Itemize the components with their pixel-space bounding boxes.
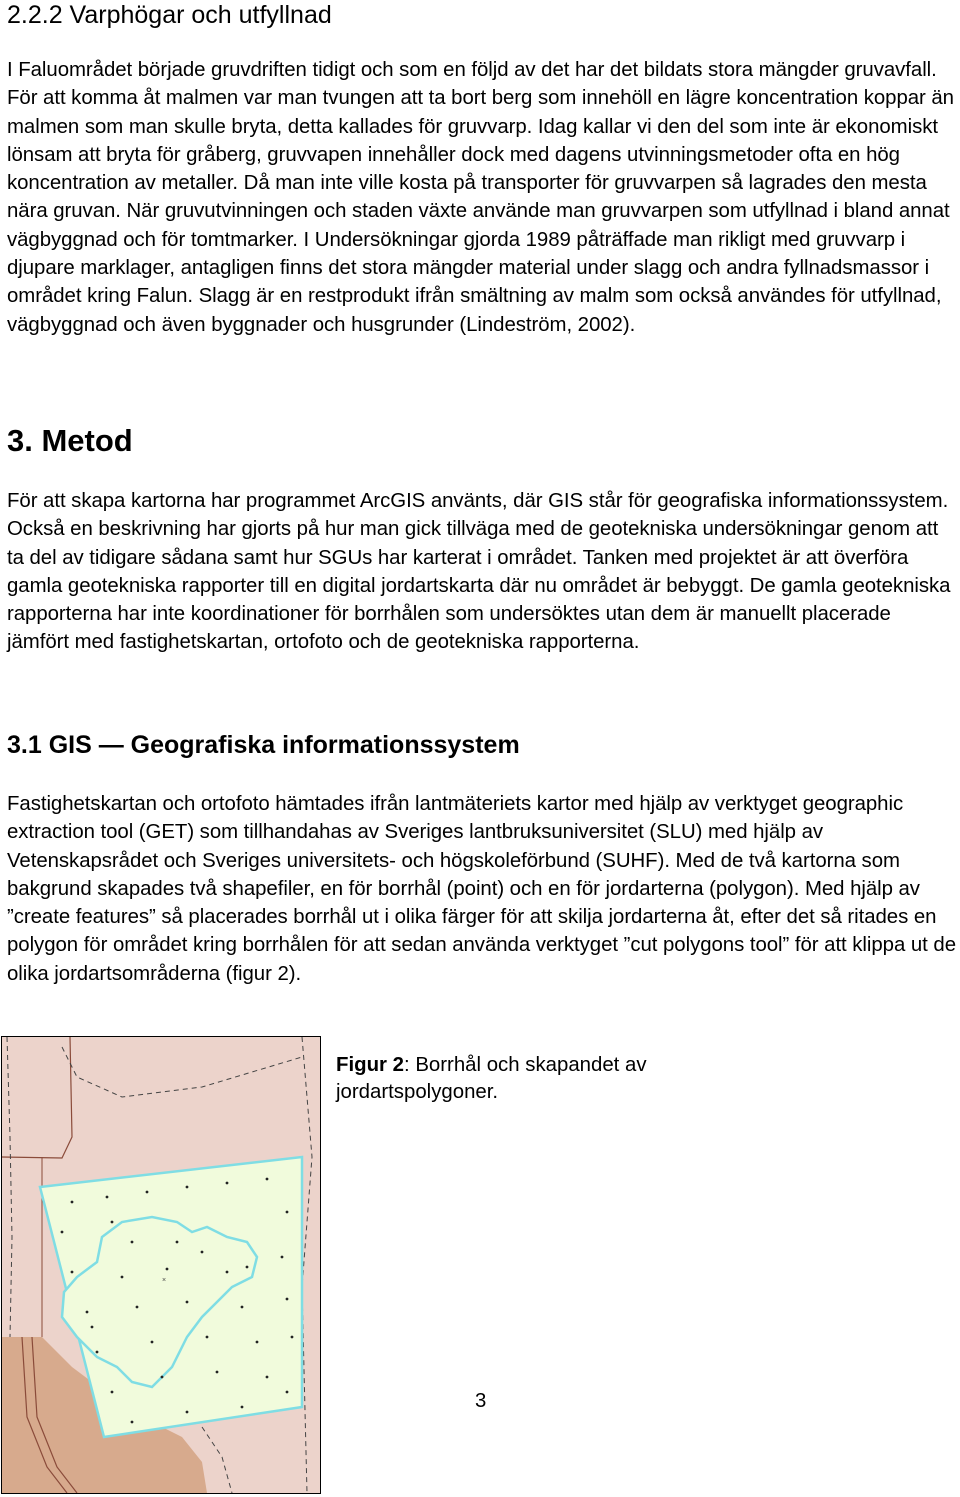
figure-caption-text: : Borrhål och skapandet av jordartspolygoner. — [336, 1054, 647, 1103]
borrhal-point — [256, 1341, 259, 1344]
borrhal-point — [136, 1306, 139, 1309]
figure-borrhal-map — [1, 1036, 321, 1494]
borrhal-point — [106, 1196, 109, 1199]
borrhal-point — [201, 1251, 204, 1254]
borrhal-point — [266, 1178, 269, 1181]
section-heading-3-1-gis: 3.1 GIS — Geografiska informationssystem — [7, 731, 520, 759]
borrhal-point — [121, 1276, 124, 1279]
figure-caption-label: Figur 2 — [336, 1054, 404, 1076]
paragraph-varphogar: I Faluområdet började gruvdriften tidigt och som en följd av det har det bildats stora mängder gruvavfall. För att komma åt malmen var man tvungen att ta bort berg som innehöll en lägre koncentration koppar än malmen som man skulle bryta, detta kallades för gruvvarp. Idag kallar vi den del som inte är ekonomiskt lönsam att bryta för gråberg, gruvvapen innehåller dock med dagens utvinningsmetoder ofta en hög koncentration av metaller. Då man inte ville kosta på transporter för gruvvarpen så lagrades den mesta nära gruvan. När gruvutvinningen och staden växte använde man gruvvarpen som utfyllnad i bland annat vägbyggnad och för tomtmarker. I Undersökningar gjorda 1989 påträffade man rikligt med gruvvarp i djupare marklager, antagligen finns det stora mängder material under slagg och andra fyllnadsmassor i området kring Falun. Slagg är en restprodukt ifrån smältning av malm som också användes för utfyllnad, vägbyggnad och även byggnader och husgrunder (Lindeström, 2002). — [7, 59, 954, 336]
borrhal-point — [166, 1268, 169, 1271]
borrhal-point — [286, 1211, 289, 1214]
paragraph-gis: Fastighetskartan och ortofoto hämtades ifrån lantmäteriets kartor med hjälp av verktyget geographic extraction tool (GET) som tillhandahas av Sveriges lantbruksuniversitet (SLU) med hjälp av Vetenskapsrådet och Sveriges universitets- och högskoleförbund (SUHF). Med de två kartorna som bakgrund skapades två shapefiler, en för borrhål (point) och en för jordarterna (polygon). Med hjälp av ”create features” så placerades borrhål ut i olika färger för att skilja jordarterna åt, efter det så ritades en polygon för området kring borrhålen för att sedan använda verktyget ”cut polygons tool” för att klippa ut de olika jordartsområderna (figur 2). — [7, 793, 956, 985]
dashed-line-4 — [202, 1427, 232, 1493]
borrhal-point — [71, 1271, 74, 1274]
borrhal-point — [266, 1376, 269, 1379]
dashed-line-2 — [62, 1047, 302, 1097]
borrhal-point — [146, 1191, 149, 1194]
borrhal-point — [286, 1298, 289, 1301]
borrhal-point — [131, 1241, 134, 1244]
paragraph-metod: För att skapa kartorna har programmet ArcGIS använts, där GIS står för geografiska informationssystem. Också en beskrivning har gjorts på hur man gick tillväga med de geotekniska undersökningar genom att ta del av tidigare sådana samt hur SGUs har karterat i området. Tanken med projektet är att överföra gamla geotekniska rapporter till en digital jordartskarta där nu området är bebyggt. De gamla geotekniska rapporterna har inte koordinationer för borrhålen som undersöktes utan dem är manuellt placerade jämfört med fastighetskartan, ortofoto och de geotekniska rapporterna. — [7, 490, 951, 654]
borrhal-point — [71, 1201, 74, 1204]
borrhal-point — [241, 1306, 244, 1309]
borrhal-point — [281, 1256, 284, 1259]
borrhal-point — [161, 1376, 164, 1379]
borrhal-point — [186, 1301, 189, 1304]
map-image — [2, 1037, 320, 1493]
section-heading-2-2-2: 2.2.2 Varphögar och utfyllnad — [7, 1, 332, 29]
page-number: 3 — [475, 1390, 487, 1412]
borrhal-point — [111, 1221, 114, 1224]
borrhal-point — [241, 1406, 244, 1409]
figure-caption — [336, 1052, 696, 1106]
borrhal-point — [206, 1336, 209, 1339]
borrhal-point — [291, 1336, 294, 1339]
boundary-line-3 — [2, 1037, 72, 1158]
borrhal-point — [151, 1341, 154, 1344]
dashed-line-3 — [302, 1037, 312, 1493]
borrhal-point — [91, 1326, 94, 1329]
point-label-x: × — [162, 1277, 167, 1284]
borrhal-point — [226, 1182, 229, 1185]
borrhal-point — [96, 1351, 99, 1354]
borrhal-point — [131, 1421, 134, 1424]
borrhal-point — [216, 1371, 219, 1374]
borrhal-point — [246, 1266, 249, 1269]
borrhal-point — [61, 1231, 64, 1234]
borrhal-point — [86, 1311, 89, 1314]
borrhal-point — [226, 1271, 229, 1274]
borrhal-point — [186, 1186, 189, 1189]
borrhal-point — [176, 1241, 179, 1244]
borrhal-point — [286, 1391, 289, 1394]
dashed-line-1 — [7, 1037, 12, 1337]
section-heading-3-metod: 3. Metod — [7, 423, 133, 458]
borrhal-point — [186, 1411, 189, 1414]
borrhal-point — [111, 1391, 114, 1394]
